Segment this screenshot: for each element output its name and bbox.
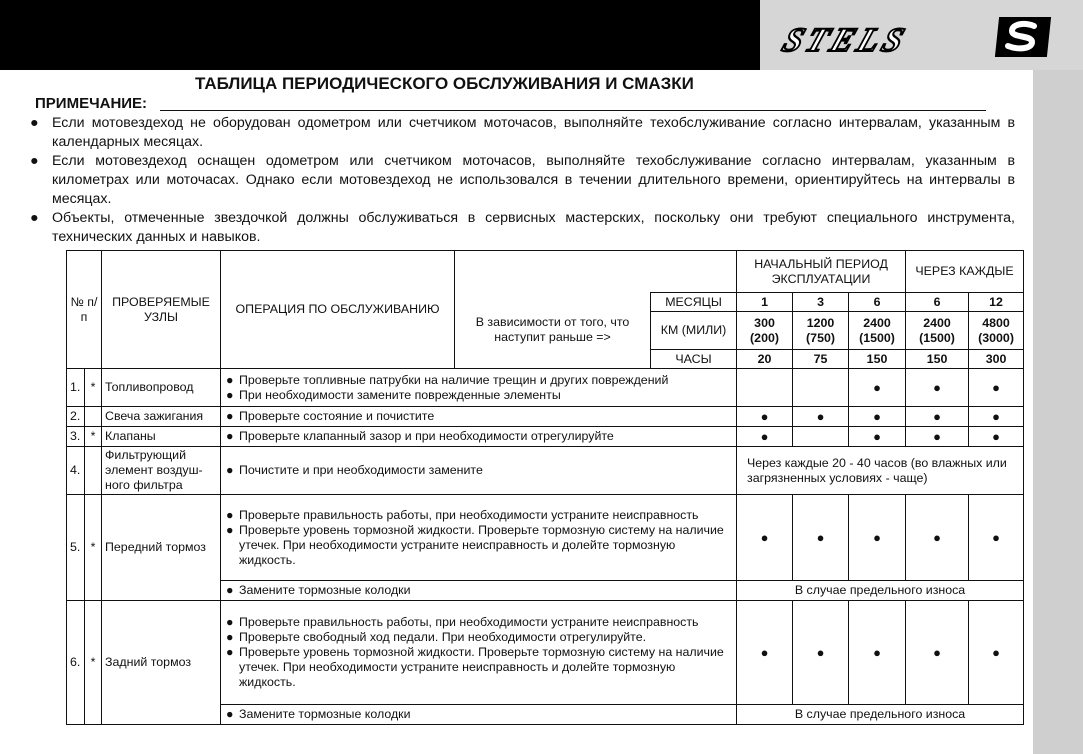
hours-3: 150 [849, 350, 906, 369]
bullet-icon: ● [226, 429, 234, 443]
row-num: 4. [67, 447, 85, 495]
header-bar [0, 0, 760, 70]
row-unit: Фильтрующий элемент воздуш-ного фильтра [102, 447, 221, 495]
star-icon: * [85, 495, 102, 601]
notes-list [30, 114, 1015, 247]
row-operations: ● Проверьте состояние и почистите [221, 407, 737, 427]
months-2: 3 [793, 293, 849, 312]
brand-logo-area [760, 0, 1083, 70]
star-icon: * [85, 369, 102, 407]
row-operations: ● Замените тормозные колодки [221, 705, 737, 725]
star-icon: * [85, 427, 102, 447]
months-5: 12 [969, 293, 1024, 312]
bullet-icon: ● [226, 387, 234, 402]
bullet-icon: ● [226, 372, 234, 387]
hours-4: 150 [906, 350, 969, 369]
row-num: 2. [67, 407, 85, 427]
row-operations: ● Проверьте правильность работы, при необходимости устраните неисправность ● Проверьте свободный ход педали. При необходимости отрегулируйте. ● Проверьте уровень тормозной жидкости. Проверьте тормозную систему на наличие утечек. При необходимости устраните неисправность и долейте тормозную жидкость. [221, 601, 737, 705]
check-mark: ● [906, 601, 969, 705]
note-item: ● Если мотовездеход не оборудован одометром или счетчиком моточасов, выполняйте техобслуживание согласно интервалам, указанным в календарных месяцах. [30, 115, 1015, 150]
maintenance-table [66, 250, 1024, 725]
header-num: № п/п [67, 251, 102, 369]
brand-s-icon [990, 14, 1056, 60]
hours-5: 300 [969, 350, 1024, 369]
table-row [67, 369, 1024, 407]
check-mark: ● [969, 601, 1024, 705]
months-1: 1 [737, 293, 793, 312]
row-num: 5. [67, 495, 85, 601]
km-5: 4800 (3000) [969, 312, 1024, 350]
months-3: 6 [849, 293, 906, 312]
bullet-icon: ● [226, 645, 234, 659]
header-every: ЧЕРЕЗ КАЖДЫЕ [906, 251, 1024, 293]
page-side-strip [1033, 70, 1083, 754]
bullet-icon: ● [30, 153, 39, 169]
header-unit: ПРОВЕРЯЕМЫЕ УЗЛЫ [102, 251, 221, 369]
hours-1: 20 [737, 350, 793, 369]
note-item: ● Если мотовездеход оснащен одометром или счетчиком моточасов, выполняйте техобслуживание согласно интервалам, указанным в километрах или моточасах. Однако если мотовездеход не использовался в течении длительного времени, ориентируйтесь на интервалы в месяцах. [30, 153, 1015, 207]
row-operations: ● Проверьте правильность работы, при необходимости устраните неисправность ● Проверьте уровень тормозной жидкости. Проверьте тормозную систему на наличие утечек. При необходимости устраните неисправность и долейте тормозную жидкость. [221, 495, 737, 581]
row-unit: Клапаны [102, 427, 221, 447]
check-mark: ● [793, 601, 849, 705]
check-mark: ● [906, 369, 969, 407]
label-months: МЕСЯЦЫ [651, 293, 737, 312]
bullet-icon: ● [226, 707, 234, 721]
bullet-icon: ● [226, 409, 234, 423]
check-mark: ● [737, 427, 793, 447]
row-unit: Свеча зажигания [102, 407, 221, 427]
label-hours: ЧАСЫ [651, 350, 737, 369]
header-operation: ОПЕРАЦИЯ ПО ОБСЛУЖИВАНИЮ [221, 251, 455, 369]
km-1: 300 (200) [737, 312, 793, 350]
header-initial-period: НАЧАЛЬНЫЙ ПЕРИОД ЭКСПЛУАТАЦИИ [737, 251, 906, 293]
bullet-icon: ● [226, 522, 234, 537]
check-mark: ● [849, 427, 906, 447]
km-4: 2400 (1500) [906, 312, 969, 350]
bullet-icon: ● [30, 210, 39, 226]
note-underline [160, 110, 986, 111]
note-item: ● Объекты, отмеченные звездочкой должны обслуживаться в сервисных мастерских, поскольку они требуют специального инструмента, технических данных и навыков. [30, 210, 1015, 245]
hours-2: 75 [793, 350, 849, 369]
row-unit: Передний тормоз [102, 495, 221, 601]
row-interval: В случае предельного износа [737, 705, 1024, 725]
table-row [67, 407, 1024, 427]
check-mark: ● [849, 407, 906, 427]
table-row [67, 427, 1024, 447]
check-mark: ● [793, 407, 849, 427]
bullet-icon: ● [226, 507, 234, 522]
bullet-icon: ● [226, 463, 234, 477]
row-operations: ● Проверьте клапанный зазор и при необходимости отрегулируйте [221, 427, 737, 447]
check-mark: ● [737, 407, 793, 427]
page-title: ТАБЛИЦА ПЕРИОДИЧЕСКОГО ОБСЛУЖИВАНИЯ И СМАЗКИ [195, 74, 694, 93]
label-km: КМ (МИЛИ) [651, 312, 737, 350]
check-mark: ● [849, 601, 906, 705]
check-mark: ● [906, 495, 969, 581]
note-label: ПРИМЕЧАНИЕ: [35, 95, 148, 112]
check-mark: ● [969, 369, 1024, 407]
header-condition: В зависимости от того, что наступит раньше => [455, 293, 651, 369]
check-mark: ● [737, 495, 793, 581]
row-interval: Через каждые 20 - 40 часов (во влажных или загрязненных условиях - чаще) [737, 447, 1024, 495]
km-3: 2400 (1500) [849, 312, 906, 350]
check-mark: ● [969, 495, 1024, 581]
check-mark: ● [793, 495, 849, 581]
row-operations: ● Замените тормозные колодки [221, 581, 737, 601]
row-num: 3. [67, 427, 85, 447]
row-num: 1. [67, 369, 85, 407]
check-mark: ● [906, 407, 969, 427]
row-operations: ● Проверьте топливные патрубки на наличие трещин и других повреждений ● При необходимости замените поврежденные элементы [221, 369, 737, 407]
check-mark: ● [969, 427, 1024, 447]
table-row [67, 447, 1024, 495]
row-operations: ● Почистите и при необходимости замените [221, 447, 737, 495]
check-mark: ● [969, 407, 1024, 427]
bullet-icon: ● [226, 583, 234, 597]
row-unit: Задний тормоз [102, 601, 221, 725]
check-mark: ● [849, 495, 906, 581]
table-row [67, 495, 1024, 581]
row-unit: Топливопровод [102, 369, 221, 407]
months-4: 6 [906, 293, 969, 312]
check-mark: ● [737, 601, 793, 705]
star-icon: * [85, 601, 102, 725]
check-mark: ● [906, 427, 969, 447]
table-row [67, 601, 1024, 705]
row-interval: В случае предельного износа [737, 581, 1024, 601]
bullet-icon: ● [226, 630, 234, 644]
row-num: 6. [67, 601, 85, 725]
bullet-icon: ● [30, 115, 39, 131]
km-2: 1200 (750) [793, 312, 849, 350]
bullet-icon: ● [226, 615, 234, 629]
check-mark: ● [849, 369, 906, 407]
brand-logo-text: STELS [777, 22, 913, 59]
